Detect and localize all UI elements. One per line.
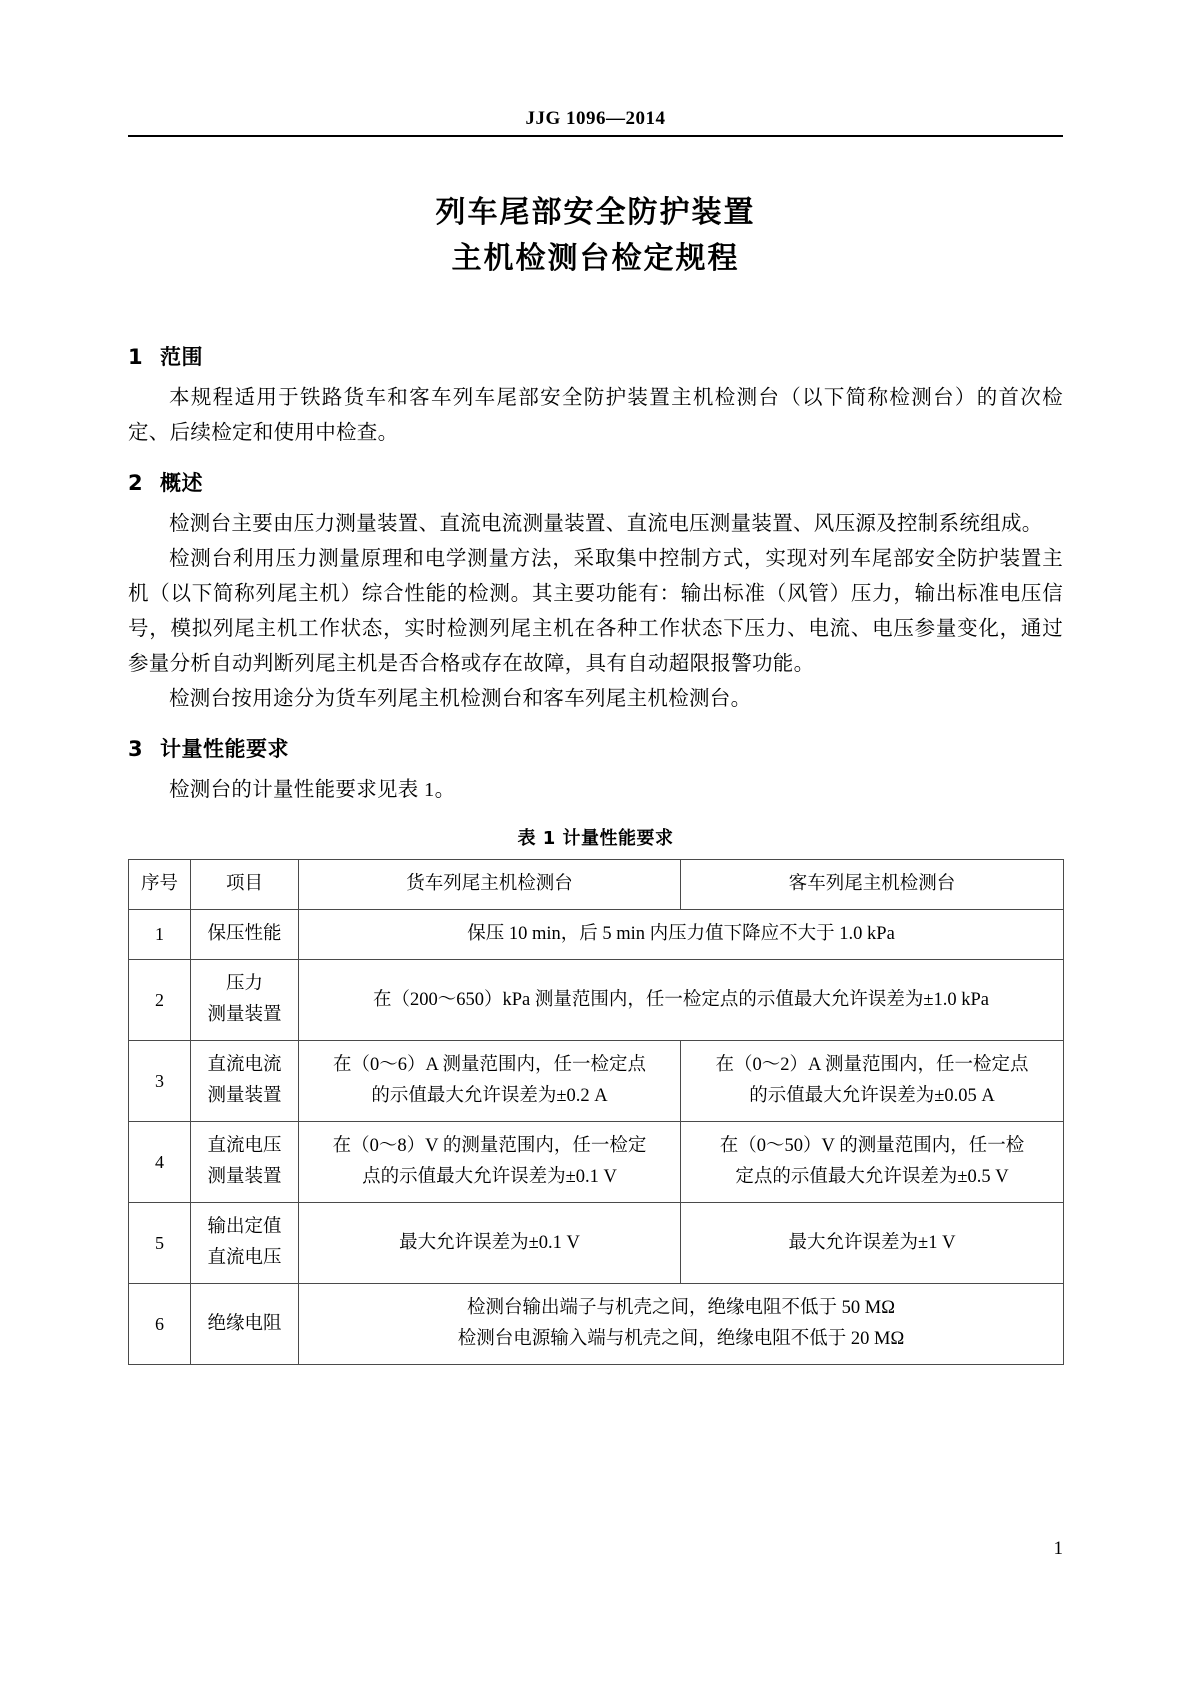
standard-number: JJG 1096—2014 [525,108,666,129]
row-value-freight [299,1041,681,1122]
row-value-spanned: 保压 10 min，后 5 min 内压力值下降应不大于 1.0 kPa [299,910,1064,960]
table-header-item: 项目 [191,860,299,910]
section-3-paragraph-1: 检测台的计量性能要求见表 1。 [169,779,456,801]
header-divider [128,135,1063,137]
section-number-2: 2 [128,471,144,495]
freight-line-2: 点的示值最大允许误差为±0.1 V [362,1167,617,1187]
row-item: 保压性能 [191,910,299,960]
table-row [129,960,1064,1041]
freight-line-2: 的示值最大允许误差为±0.2 A [371,1086,608,1106]
title-line-1: 列车尾部安全防护装置 [435,195,756,230]
section-number-3: 3 [128,737,144,761]
passenger-line-2: 定点的示值最大允许误差为±0.5 V [735,1167,1009,1187]
table-row [129,1041,1064,1122]
row-value-freight [299,1122,681,1203]
insulation-line-1: 检测台输出端子与机壳之间，绝缘电阻不低于 50 MΩ [467,1298,895,1318]
freight-line-1: 在（0～6）A 测量范围内，任一检定点 [333,1055,646,1075]
section-2-paragraph-3: 检测台按用途分为货车列尾主机检测台和客车列尾主机检测台。 [169,688,752,710]
row-item-line-2: 直流电压 [207,1248,282,1268]
row-item [191,1041,299,1122]
section-2-paragraph-1: 检测台主要由压力测量装置、直流电流测量装置、直流电压测量装置、风压源及控制系统组成。 [169,513,1043,535]
table-caption: 表 1 计量性能要求 [517,828,674,849]
table-header-row [129,860,1064,910]
table-row [129,1284,1064,1365]
row-number: 6 [129,1284,191,1365]
table-header-no: 序号 [129,860,191,910]
row-number: 2 [129,960,191,1041]
table-row [129,1203,1064,1284]
section-1-paragraph-1: 本规程适用于铁路货车和客车列车尾部安全防护装置主机检测台（以下简称检测台）的首次检定、后续检定和使用中检查。 [128,387,1063,444]
table-row [129,910,1064,960]
row-item-line-2: 测量装置 [207,1005,282,1025]
section-title-2: 概述 [160,471,203,495]
row-item-line-2: 测量装置 [207,1086,282,1106]
section-heading-3 [128,733,1063,763]
row-item-line-1: 直流电流 [207,1055,282,1075]
passenger-line-1: 在（0～50）V 的测量范围内，任一检 [719,1136,1025,1156]
row-item-line-1: 压力 [225,974,263,994]
row-value-passenger: 最大允许误差为±1 V [681,1203,1064,1284]
section-title-3: 计量性能要求 [160,737,289,761]
table-header-passenger: 客车列尾主机检测台 [681,860,1064,910]
table-row [129,1122,1064,1203]
document-body [128,325,1063,1365]
row-value-spanned: 在（200～650）kPa 测量范围内，任一检定点的示值最大允许误差为±1.0 kPa [299,960,1064,1041]
row-item [191,1122,299,1203]
title-line-2: 主机检测台检定规程 [451,241,740,276]
row-item: 绝缘电阻 [191,1284,299,1365]
freight-line-1: 在（0～8）V 的测量范围内，任一检定 [332,1136,647,1156]
row-value-passenger [681,1122,1064,1203]
row-item [191,1203,299,1284]
row-value-spanned [299,1284,1064,1365]
page-number: 1 [1053,1538,1063,1559]
row-value-passenger [681,1041,1064,1122]
row-value-freight: 最大允许误差为±0.1 V [299,1203,681,1284]
document-title [128,190,1063,282]
section-heading-2 [128,467,1063,497]
passenger-line-2: 的示值最大允许误差为±0.05 A [749,1086,995,1106]
insulation-line-2: 检测台电源输入端与机壳之间，绝缘电阻不低于 20 MΩ [457,1329,905,1349]
section-title-1: 范围 [160,345,203,369]
row-item-line-2: 测量装置 [207,1167,282,1187]
row-item-line-1: 直流电压 [207,1136,282,1156]
table-header-freight: 货车列尾主机检测台 [299,860,681,910]
row-item [191,960,299,1041]
section-number-1: 1 [128,345,144,369]
row-number: 5 [129,1203,191,1284]
row-number: 4 [129,1122,191,1203]
section-2-paragraph-2: 检测台利用压力测量原理和电学测量方法，采取集中控制方式，实现对列车尾部安全防护装置主机（以下简称列尾主机）综合性能的检测。其主要功能有：输出标准（风管）压力，输出标准电压信号，模拟列尾主机工作状态，实时检测列尾主机在各种工作状态下压力、电流、电压参量变化，通过参量分析自动判断列尾主机是否合格或存在故障，具有自动超限报警功能。 [128,548,1063,675]
row-number: 3 [129,1041,191,1122]
running-header [128,108,1063,130]
row-number: 1 [129,910,191,960]
section-heading-1 [128,341,1063,371]
passenger-line-1: 在（0～2）A 测量范围内，任一检定点 [715,1055,1029,1075]
row-item-line-1: 输出定值 [207,1217,282,1237]
metrological-performance-table [128,859,1064,1365]
